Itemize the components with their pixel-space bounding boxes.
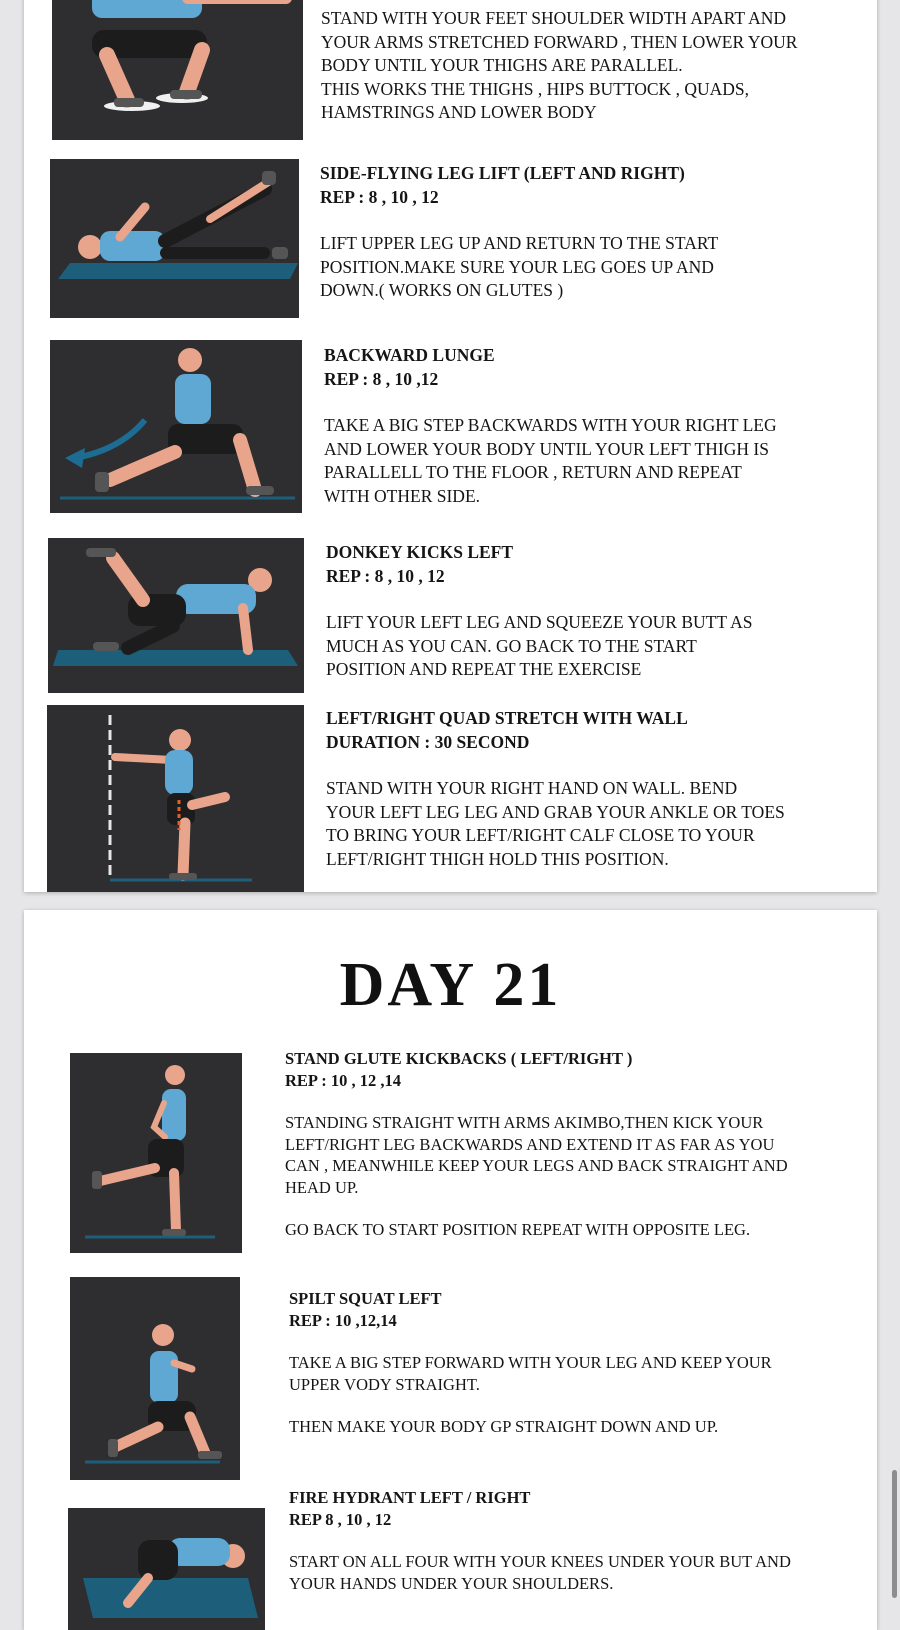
glute-kickback-illustration [70, 1053, 242, 1253]
exercise-title: SIDE-FLYING LEG LIFT (LEFT AND RIGHT) [320, 163, 685, 183]
exercise-description: TAKE A BIG STEP BACKWARDS WITH YOUR RIGHT LEG AND LOWER YOUR BODY UNTIL YOUR LEFT THIGH IS PARALLELL TO THE FLOOR , RETURN AND REPEAT WITH OTHER SIDE. [324, 415, 777, 506]
exercise-description-note: GO BACK TO START POSITION REPEAT WITH OPPOSITE LEG. [285, 1220, 751, 1239]
exercise-rep: REP : 8 , 10 , 12 [320, 186, 439, 207]
exercise-description: TAKE A BIG STEP FORWARD WITH YOUR LEG AND KEEP YOUR UPPER VODY STRAIGHT. [289, 1353, 772, 1394]
backward-lunge-illustration [50, 340, 302, 513]
quad-stretch-illustration [47, 705, 304, 892]
exercise-fire-hydrant [289, 1487, 791, 1594]
document-page-2 [24, 910, 877, 1630]
side-leg-lift-illustration [50, 159, 299, 318]
scrollbar[interactable] [892, 1470, 897, 1598]
exercise-title: BACKWARD LUNGE [324, 345, 495, 365]
exercise-split-squat [289, 1288, 772, 1438]
exercise-rep: DURATION : 30 SECOND [326, 731, 530, 752]
exercise-rep: REP : 8 , 10 , 12 [326, 565, 445, 586]
exercise-title: DONKEY KICKS LEFT [326, 542, 514, 562]
document-page-1 [24, 0, 877, 892]
exercise-title: LEFT/RIGHT QUAD STRETCH WITH WALL [326, 708, 688, 728]
exercise-description: STANDING STRAIGHT WITH ARMS AKIMBO,THEN KICK YOUR LEFT/RIGHT LEG BACKWARDS AND EXTEND IT AS FAR AS YOU CAN , MEANWHILE KEEP YOUR LEGS AND BACK STRAIGHT AND HEAD UP. [285, 1113, 788, 1197]
exercise-description: STAND WITH YOUR RIGHT HAND ON WALL. BEND YOUR LEFT LEG LEG AND GRAB YOUR ANKLE OR TOES TO BRING YOUR LEFT/RIGHT CALF CLOSE TO YOUR LEFT/RIGHT THIGH HOLD THIS POSITION. [326, 778, 785, 869]
exercise-title: FIRE HYDRANT LEFT / RIGHT [289, 1488, 531, 1507]
exercise-side-leg-lift [320, 162, 718, 303]
donkey-kicks-illustration [48, 538, 304, 693]
exercise-rep: REP 8 , 10 , 12 [289, 1509, 392, 1529]
exercise-rep: REP : 10 , 12 ,14 [285, 1070, 401, 1090]
exercise-description-note: THEN MAKE YOUR BODY GP STRAIGHT DOWN AND UP. [289, 1417, 719, 1436]
exercise-description: START ON ALL FOUR WITH YOUR KNEES UNDER YOUR BUT AND YOUR HANDS UNDER YOUR SHOULDERS. [289, 1552, 791, 1593]
exercise-backward-lunge [324, 344, 777, 508]
exercise-description: STAND WITH YOUR FEET SHOULDER WIDTH APART AND YOUR ARMS STRETCHED FORWARD , THEN LOWER YOUR BODY UNTIL YOUR THIGHS ARE PARALLEL. THIS WORKS THE THIGHS , HIPS BUTTOCK , QUADS, HAMSTRINGS AND LOWER BODY [321, 8, 798, 122]
exercise-title: STAND GLUTE KICKBACKS ( LEFT/RIGHT ) [285, 1049, 633, 1068]
exercise-glute-kickbacks [285, 1048, 788, 1241]
exercise-quad-stretch [326, 707, 785, 871]
exercise-rep: REP : 8 , 10 ,12 [324, 368, 439, 389]
exercise-description: LIFT UPPER LEG UP AND RETURN TO THE START POSITION.MAKE SURE YOUR LEG GOES UP AND DOWN.( WORKS ON GLUTES ) [320, 233, 719, 300]
squat-illustration [52, 0, 303, 140]
fire-hydrant-illustration [68, 1508, 265, 1630]
squat-description [321, 7, 797, 125]
day-title: DAY 21 [339, 951, 562, 1019]
exercise-description: LIFT YOUR LEFT LEG AND SQUEEZE YOUR BUTT AS MUCH AS YOU CAN. GO BACK TO THE START POSITION AND REPEAT THE EXERCISE [326, 612, 753, 679]
exercise-rep: REP : 10 ,12,14 [289, 1310, 397, 1330]
split-squat-illustration [70, 1277, 240, 1480]
exercise-donkey-kicks [326, 541, 753, 682]
exercise-title: SPILT SQUAT LEFT [289, 1289, 442, 1308]
